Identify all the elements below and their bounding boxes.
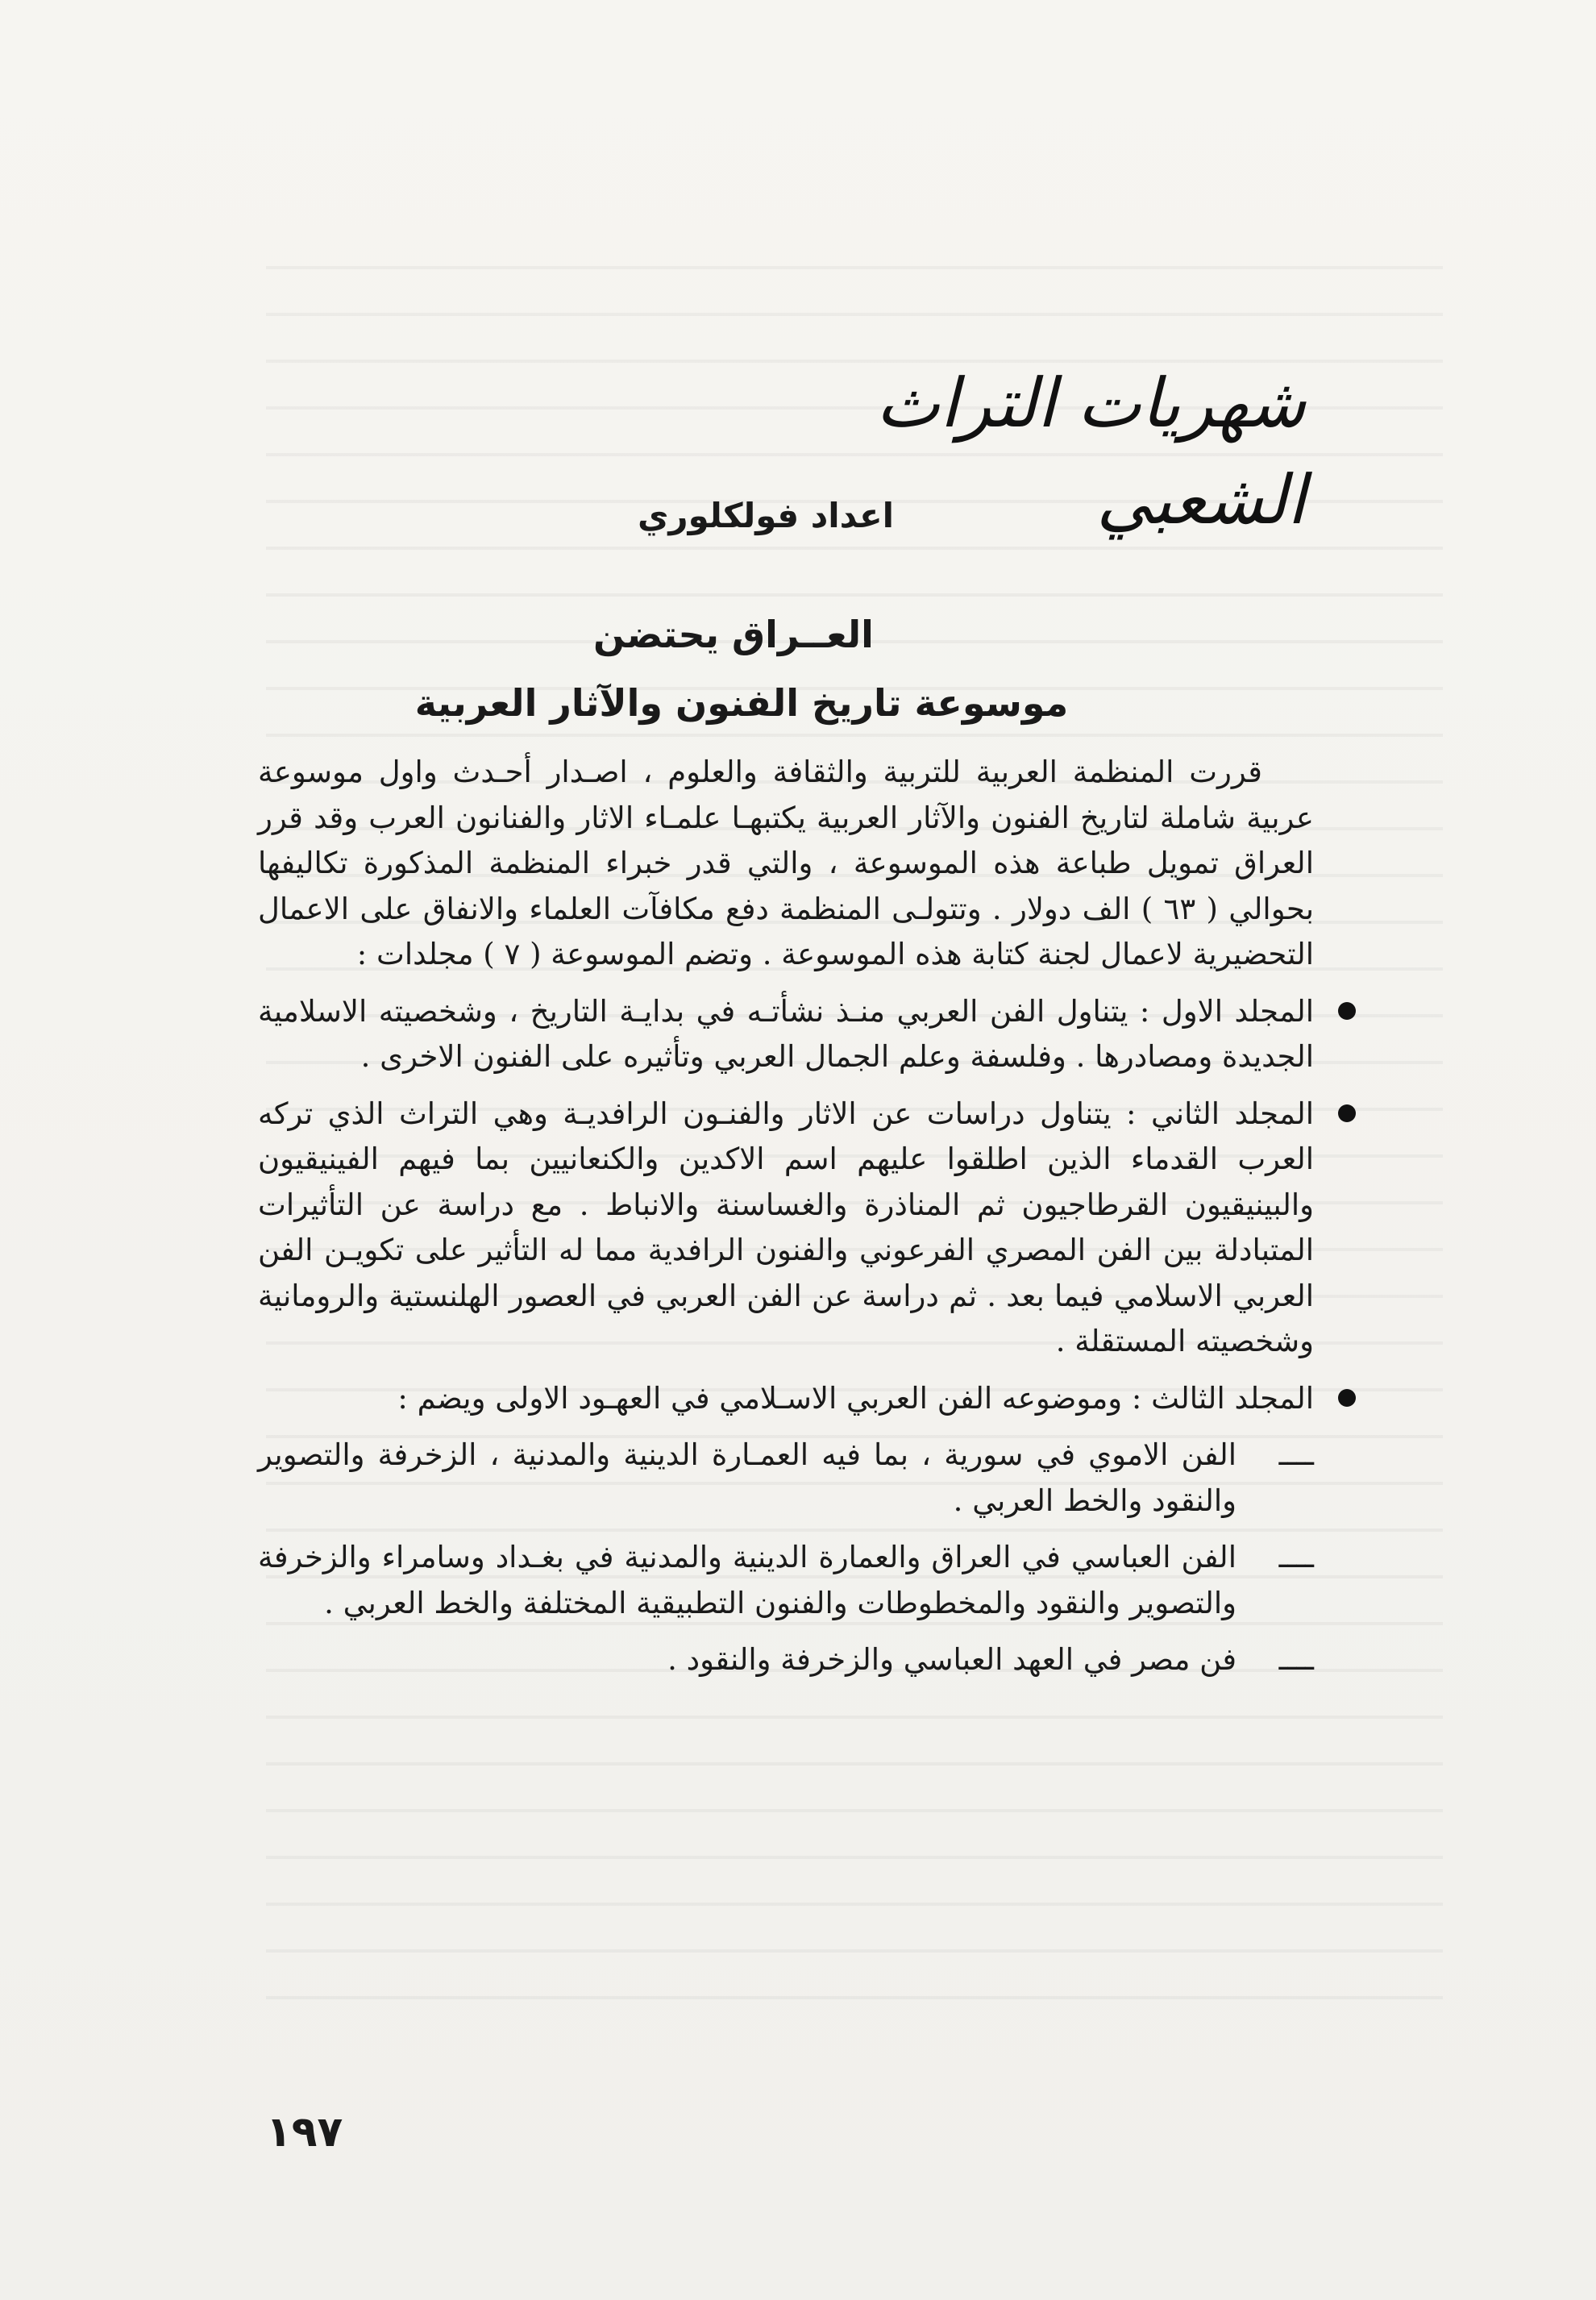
sub-item-text: الفن الاموي في سورية ، بما فيه العمـارة الدينية والمدنية ، الزخرفة والتصوير والنقود والخط العربي . (258, 1437, 1236, 1518)
volume-item (258, 1376, 1314, 1422)
intro-paragraph: قررت المنظمة العربية للتربية والثقافة والعلوم ، اصـدار أحـدث واول موسوعة عربية شاملة لتاريخ الفنون والآثار العربية يكتبهـا علمـاء الاثار والفنانون العرب وقد قرر العراق تمويل طباعة هذه الموسوعة ، والتي قدر خبراء المنظمة المذكورة تكاليفها بحوالي ( ٦٣ ) الف دولار . وتتولـى المنظمة دفع مكافآت العلماء والانفاق على الاعمال التحضيرية لاعمال لجنة كتابة هذه الموسوعة . وتضم الموسوعة ( ٧ ) مجلدات : (258, 755, 1314, 971)
sub-item-text: فن مصر في العهد العباسي والزخرفة والنقود . (667, 1642, 1236, 1677)
article-title-line2: موسوعة تاريخ الفنون والآثار العربية (414, 681, 1069, 725)
bullet-icon (1338, 1002, 1356, 1020)
sub-item (258, 1637, 1314, 1683)
sub-item (258, 1433, 1314, 1524)
volume-item (258, 1092, 1314, 1365)
sub-item-text: الفن العباسي في العراق والعمارة الدينية والمدنية في بغـداد وسامراء والزخرفة والتصوير والنقود والمخطوطات والفنون التطبيقية المختلفة والخط العربي . (258, 1540, 1236, 1620)
volume-item-text: المجلد الثالث : وموضوعه الفن العربي الاسـلامي في العهـود الاولى ويضم : (397, 1380, 1314, 1416)
dash-marker: ــــ (1278, 1642, 1314, 1677)
bullet-icon (1338, 1104, 1356, 1122)
page-number: ١٩٧ (266, 2108, 343, 2157)
volume-item-text: المجلد الاول : يتناول الفن العربي منـذ نشأتـه في بدايـة التاريخ ، وشخصيته الاسلامية الجديدة ومصادرها . وفلسفة وعلم الجمال العربي وتأثيره على الفنون الاخرى . (258, 993, 1314, 1074)
volume-item (258, 989, 1314, 1080)
volume-item-text: المجلد الثاني : يتناول دراسات عن الاثار والفنـون الرافديـة وهي التراث الذي تركه العرب القدماء الذين اطلقوا عليهم اسم الاكدين والكنعانيين بما فيهم الفينيقيون والبينيقيون القرطاجيون ثم المناذرة والغساسنة والانباط . مع دراسة عن التأثيرات المتبادلة بين الفن المصري الفرعوني والفنون الرافدية مما له التأثير على تكويـن الفن العربي الاسلامي فيما بعد . ثم دراسة عن الفن العربي في العصور الهلنستية والرومانية وشخصيته المستقلة . (258, 1096, 1314, 1358)
compiler-line: اعداد فولكلوري (637, 496, 895, 535)
dash-marker: ــــ (1278, 1437, 1314, 1472)
sub-item (258, 1535, 1314, 1626)
bullet-icon (1338, 1389, 1356, 1407)
article-title-line1: العــراق يحتضن (593, 613, 874, 656)
dash-marker: ــــ (1278, 1540, 1314, 1574)
section-logo: شهريات التراث الشعبي (875, 364, 1306, 539)
article-body (258, 750, 1314, 1695)
